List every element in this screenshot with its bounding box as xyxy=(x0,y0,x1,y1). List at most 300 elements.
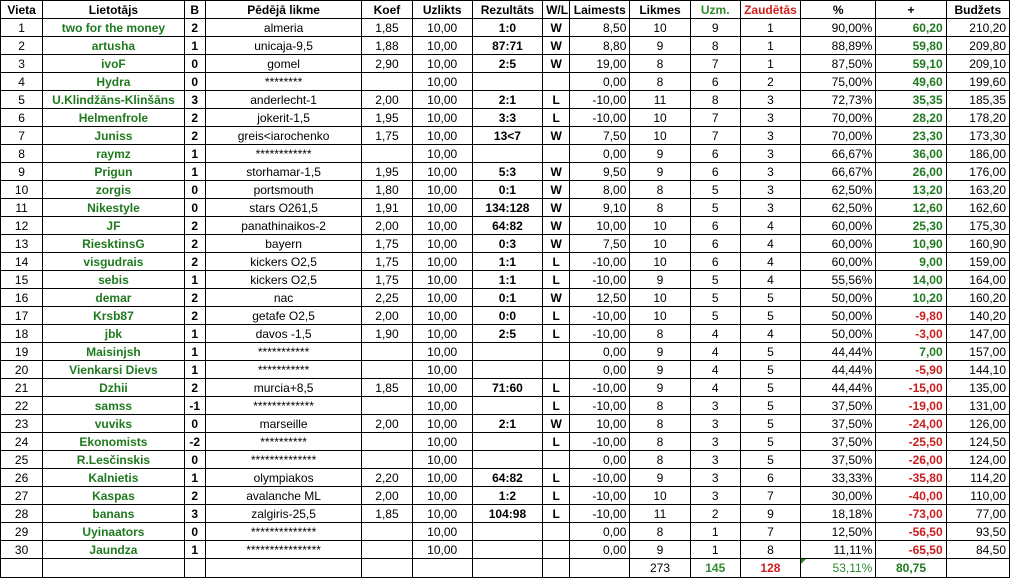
cell-koef: 2,00 xyxy=(362,487,412,505)
cell-likmes: 10 xyxy=(630,307,690,325)
cell-zaudetas: 4 xyxy=(740,325,800,343)
cell-budzets: 84,50 xyxy=(946,541,1009,559)
cell-rezultats xyxy=(472,361,542,379)
cell-uzlikts: 10,00 xyxy=(412,379,472,397)
cell-rezultats xyxy=(472,73,542,91)
cell-budzets: 178,20 xyxy=(946,109,1009,127)
cell-koef: 1,85 xyxy=(362,505,412,523)
cell-uzm: 2 xyxy=(690,505,740,523)
col-header-laimests: Laimests xyxy=(570,1,630,19)
cell-uzlikts: 10,00 xyxy=(412,19,472,37)
cell-budzets: 114,20 xyxy=(946,469,1009,487)
cell-bet: marseille xyxy=(205,415,362,433)
cell-laimests: 9,50 xyxy=(570,163,630,181)
cell-uzm: 3 xyxy=(690,415,740,433)
cell-b: 2 xyxy=(184,253,205,271)
total-empty-9 xyxy=(570,559,630,578)
cell-vieta: 25 xyxy=(1,451,43,469)
cell-vieta: 4 xyxy=(1,73,43,91)
cell-koef xyxy=(362,541,412,559)
cell-wl: W xyxy=(543,19,570,37)
cell-likmes: 8 xyxy=(630,451,690,469)
cell-bet: bayern xyxy=(205,235,362,253)
table-row xyxy=(1,361,1010,379)
cell-percent: 90,00% xyxy=(801,19,876,37)
cell-koef: 2,00 xyxy=(362,217,412,235)
header-row xyxy=(1,1,1010,19)
cell-user: R.Lesčinskis xyxy=(43,451,185,469)
cell-laimests: 8,80 xyxy=(570,37,630,55)
table-row xyxy=(1,433,1010,451)
cell-plus: -40,00 xyxy=(876,487,946,505)
cell-rezultats: 2:1 xyxy=(472,415,542,433)
cell-vieta: 6 xyxy=(1,109,43,127)
cell-koef: 2,00 xyxy=(362,91,412,109)
cell-user: Dzhii xyxy=(43,379,185,397)
cell-rezultats: 0:3 xyxy=(472,235,542,253)
cell-plus: -9,80 xyxy=(876,307,946,325)
cell-uzm: 5 xyxy=(690,181,740,199)
cell-laimests: -10,00 xyxy=(570,433,630,451)
cell-user: Helmenfrole xyxy=(43,109,185,127)
cell-budzets: 159,00 xyxy=(946,253,1009,271)
cell-laimests: 7,50 xyxy=(570,235,630,253)
cell-zaudetas: 3 xyxy=(740,91,800,109)
cell-vieta: 24 xyxy=(1,433,43,451)
cell-rezultats: 1:0 xyxy=(472,19,542,37)
cell-rezultats xyxy=(472,433,542,451)
total-empty-2 xyxy=(43,559,185,578)
cell-laimests: 0,00 xyxy=(570,73,630,91)
table-row xyxy=(1,541,1010,559)
cell-likmes: 9 xyxy=(630,343,690,361)
cell-uzlikts: 10,00 xyxy=(412,469,472,487)
table-row xyxy=(1,289,1010,307)
cell-b: 0 xyxy=(184,415,205,433)
cell-likmes: 9 xyxy=(630,37,690,55)
table-row xyxy=(1,253,1010,271)
cell-budzets: 135,00 xyxy=(946,379,1009,397)
cell-koef: 2,00 xyxy=(362,415,412,433)
cell-b: 1 xyxy=(184,325,205,343)
cell-koef xyxy=(362,73,412,91)
cell-wl: L xyxy=(543,469,570,487)
cell-uzlikts: 10,00 xyxy=(412,73,472,91)
cell-wl: L xyxy=(543,253,570,271)
cell-wl: L xyxy=(543,505,570,523)
cell-budzets: 210,20 xyxy=(946,19,1009,37)
cell-vieta: 27 xyxy=(1,487,43,505)
cell-rezultats: 87:71 xyxy=(472,37,542,55)
cell-b: 2 xyxy=(184,289,205,307)
cell-user: ivoF xyxy=(43,55,185,73)
cell-likmes: 9 xyxy=(630,361,690,379)
cell-percent: 37,50% xyxy=(801,415,876,433)
cell-koef: 1,85 xyxy=(362,19,412,37)
table-row xyxy=(1,415,1010,433)
cell-wl xyxy=(543,361,570,379)
cell-wl: W xyxy=(543,37,570,55)
cell-percent: 33,33% xyxy=(801,469,876,487)
table-row xyxy=(1,235,1010,253)
cell-uzm: 6 xyxy=(690,253,740,271)
table-row xyxy=(1,73,1010,91)
cell-uzm: 4 xyxy=(690,361,740,379)
cell-laimests: 10,00 xyxy=(570,217,630,235)
cell-uzlikts: 10,00 xyxy=(412,343,472,361)
total-empty-3 xyxy=(184,559,205,578)
cell-vieta: 11 xyxy=(1,199,43,217)
cell-rezultats xyxy=(472,397,542,415)
table-row xyxy=(1,271,1010,289)
cell-user: two for the money xyxy=(43,19,185,37)
cell-wl xyxy=(543,73,570,91)
cell-plus: 13,20 xyxy=(876,181,946,199)
cell-budzets: 160,20 xyxy=(946,289,1009,307)
cell-rezultats: 1:2 xyxy=(472,487,542,505)
cell-percent: 60,00% xyxy=(801,253,876,271)
cell-uzlikts: 10,00 xyxy=(412,307,472,325)
cell-plus: 59,80 xyxy=(876,37,946,55)
cell-bet: gomel xyxy=(205,55,362,73)
cell-plus: 49,60 xyxy=(876,73,946,91)
cell-uzm: 4 xyxy=(690,343,740,361)
cell-user: zorgis xyxy=(43,181,185,199)
cell-budzets: 93,50 xyxy=(946,523,1009,541)
cell-plus: 36,00 xyxy=(876,145,946,163)
cell-likmes: 10 xyxy=(630,487,690,505)
cell-likmes: 10 xyxy=(630,289,690,307)
cell-budzets: 164,00 xyxy=(946,271,1009,289)
cell-uzlikts: 10,00 xyxy=(412,181,472,199)
col-header-koef: Koef xyxy=(362,1,412,19)
cell-uzm: 3 xyxy=(690,397,740,415)
cell-bet: kickers O2,5 xyxy=(205,271,362,289)
cell-laimests: 0,00 xyxy=(570,145,630,163)
cell-uzm: 7 xyxy=(690,109,740,127)
cell-percent: 60,00% xyxy=(801,217,876,235)
cell-b: 3 xyxy=(184,91,205,109)
cell-vieta: 23 xyxy=(1,415,43,433)
cell-likmes: 10 xyxy=(630,19,690,37)
cell-rezultats: 64:82 xyxy=(472,469,542,487)
cell-percent: 62,50% xyxy=(801,199,876,217)
cell-budzets: 185,35 xyxy=(946,91,1009,109)
cell-likmes: 11 xyxy=(630,91,690,109)
table-row xyxy=(1,181,1010,199)
cell-zaudetas: 5 xyxy=(740,289,800,307)
cell-budzets: 163,20 xyxy=(946,181,1009,199)
cell-user: JF xyxy=(43,217,185,235)
total-uzm: 145 xyxy=(690,559,740,578)
cell-zaudetas: 7 xyxy=(740,523,800,541)
cell-uzm: 1 xyxy=(690,541,740,559)
cell-koef: 1,85 xyxy=(362,379,412,397)
cell-zaudetas: 5 xyxy=(740,415,800,433)
cell-wl: W xyxy=(543,55,570,73)
table-row xyxy=(1,487,1010,505)
cell-laimests: 12,50 xyxy=(570,289,630,307)
cell-uzm: 5 xyxy=(690,271,740,289)
cell-koef: 1,88 xyxy=(362,37,412,55)
cell-budzets: 124,50 xyxy=(946,433,1009,451)
cell-percent: 50,00% xyxy=(801,325,876,343)
cell-plus: 10,20 xyxy=(876,289,946,307)
cell-laimests: 7,50 xyxy=(570,127,630,145)
cell-user: banans xyxy=(43,505,185,523)
cell-budzets: 147,00 xyxy=(946,325,1009,343)
cell-likmes: 9 xyxy=(630,145,690,163)
cell-percent: 60,00% xyxy=(801,235,876,253)
table-row xyxy=(1,523,1010,541)
cell-user: visgudrais xyxy=(43,253,185,271)
cell-wl: W xyxy=(543,235,570,253)
cell-koef: 1,75 xyxy=(362,235,412,253)
cell-uzlikts: 10,00 xyxy=(412,415,472,433)
cell-likmes: 11 xyxy=(630,505,690,523)
cell-plus: 9,00 xyxy=(876,253,946,271)
cell-zaudetas: 4 xyxy=(740,217,800,235)
cell-user: Nikestyle xyxy=(43,199,185,217)
cell-b: 2 xyxy=(184,235,205,253)
cell-uzm: 5 xyxy=(690,199,740,217)
cell-b: 1 xyxy=(184,361,205,379)
cell-bet: ************* xyxy=(205,397,362,415)
cell-bet: ********** xyxy=(205,433,362,451)
total-plus: 80,75 xyxy=(876,559,946,578)
total-empty-6 xyxy=(412,559,472,578)
cell-b: -2 xyxy=(184,433,205,451)
cell-budzets: 186,00 xyxy=(946,145,1009,163)
cell-wl: W xyxy=(543,181,570,199)
cell-plus: 25,30 xyxy=(876,217,946,235)
table-row xyxy=(1,379,1010,397)
cell-user: Ekonomists xyxy=(43,433,185,451)
cell-zaudetas: 4 xyxy=(740,271,800,289)
cell-plus: -35,80 xyxy=(876,469,946,487)
cell-b: 0 xyxy=(184,451,205,469)
cell-user: U.Klindžāns-Klinšāns xyxy=(43,91,185,109)
cell-vieta: 5 xyxy=(1,91,43,109)
cell-percent: 70,00% xyxy=(801,109,876,127)
cell-rezultats: 0:1 xyxy=(472,289,542,307)
total-empty-8 xyxy=(543,559,570,578)
cell-wl: L xyxy=(543,109,570,127)
cell-uzm: 1 xyxy=(690,523,740,541)
cell-user: RiesktinsG xyxy=(43,235,185,253)
table-row xyxy=(1,397,1010,415)
table-row xyxy=(1,307,1010,325)
cell-user: Krsb87 xyxy=(43,307,185,325)
col-header-plus: + xyxy=(876,1,946,19)
cell-uzlikts: 10,00 xyxy=(412,325,472,343)
cell-zaudetas: 3 xyxy=(740,145,800,163)
cell-zaudetas: 2 xyxy=(740,73,800,91)
cell-koef: 1,80 xyxy=(362,181,412,199)
cell-laimests: 0,00 xyxy=(570,343,630,361)
cell-budzets: 162,60 xyxy=(946,199,1009,217)
cell-laimests: 10,00 xyxy=(570,415,630,433)
cell-koef xyxy=(362,523,412,541)
cell-zaudetas: 5 xyxy=(740,379,800,397)
cell-budzets: 209,10 xyxy=(946,55,1009,73)
cell-likmes: 9 xyxy=(630,379,690,397)
cell-likmes: 10 xyxy=(630,217,690,235)
cell-b: 0 xyxy=(184,181,205,199)
cell-b: 2 xyxy=(184,487,205,505)
cell-koef xyxy=(362,433,412,451)
cell-percent: 50,00% xyxy=(801,289,876,307)
cell-uzlikts: 10,00 xyxy=(412,109,472,127)
cell-vieta: 2 xyxy=(1,37,43,55)
cell-rezultats: 71:60 xyxy=(472,379,542,397)
cell-uzlikts: 10,00 xyxy=(412,487,472,505)
cell-plus: -65,50 xyxy=(876,541,946,559)
cell-likmes: 10 xyxy=(630,127,690,145)
cell-likmes: 10 xyxy=(630,109,690,127)
cell-bet: davos -1,5 xyxy=(205,325,362,343)
cell-zaudetas: 3 xyxy=(740,163,800,181)
col-header-wl: W/L xyxy=(543,1,570,19)
total-likmes: 273 xyxy=(630,559,690,578)
cell-uzlikts: 10,00 xyxy=(412,505,472,523)
total-empty-7 xyxy=(472,559,542,578)
cell-bet: unicaja-9,5 xyxy=(205,37,362,55)
cell-wl: L xyxy=(543,433,570,451)
cell-plus: 28,20 xyxy=(876,109,946,127)
cell-vieta: 28 xyxy=(1,505,43,523)
cell-koef: 1,95 xyxy=(362,163,412,181)
cell-plus: 12,60 xyxy=(876,199,946,217)
col-header-likmes: Likmes xyxy=(630,1,690,19)
cell-uzm: 6 xyxy=(690,235,740,253)
cell-user: demar xyxy=(43,289,185,307)
cell-rezultats xyxy=(472,451,542,469)
cell-likmes: 9 xyxy=(630,271,690,289)
table-row xyxy=(1,55,1010,73)
cell-laimests: -10,00 xyxy=(570,505,630,523)
table-row xyxy=(1,469,1010,487)
cell-zaudetas: 5 xyxy=(740,451,800,469)
cell-b: 0 xyxy=(184,199,205,217)
cell-uzlikts: 10,00 xyxy=(412,145,472,163)
cell-plus: 59,10 xyxy=(876,55,946,73)
table-body xyxy=(1,19,1010,559)
cell-koef: 1,91 xyxy=(362,199,412,217)
cell-percent: 88,89% xyxy=(801,37,876,55)
cell-plus: -24,00 xyxy=(876,415,946,433)
cell-vieta: 15 xyxy=(1,271,43,289)
cell-plus: -25,50 xyxy=(876,433,946,451)
cell-vieta: 14 xyxy=(1,253,43,271)
cell-percent: 44,44% xyxy=(801,361,876,379)
cell-wl: L xyxy=(543,271,570,289)
cell-user: samss xyxy=(43,397,185,415)
cell-wl: W xyxy=(543,217,570,235)
cell-zaudetas: 1 xyxy=(740,55,800,73)
cell-wl: L xyxy=(543,379,570,397)
table-row xyxy=(1,325,1010,343)
cell-bet: zalgiris-25,5 xyxy=(205,505,362,523)
cell-laimests: -10,00 xyxy=(570,487,630,505)
cell-vieta: 12 xyxy=(1,217,43,235)
cell-bet: jokerit-1,5 xyxy=(205,109,362,127)
cell-percent: 44,44% xyxy=(801,343,876,361)
cell-zaudetas: 3 xyxy=(740,181,800,199)
cell-koef xyxy=(362,361,412,379)
cell-zaudetas: 3 xyxy=(740,109,800,127)
cell-wl: L xyxy=(543,487,570,505)
cell-plus: 10,90 xyxy=(876,235,946,253)
cell-laimests: -10,00 xyxy=(570,91,630,109)
cell-likmes: 10 xyxy=(630,235,690,253)
cell-uzlikts: 10,00 xyxy=(412,361,472,379)
cell-b: 0 xyxy=(184,55,205,73)
cell-rezultats xyxy=(472,541,542,559)
cell-laimests: -10,00 xyxy=(570,109,630,127)
cell-bet: storhamar-1,5 xyxy=(205,163,362,181)
cell-likmes: 8 xyxy=(630,415,690,433)
cell-b: 2 xyxy=(184,19,205,37)
cell-likmes: 9 xyxy=(630,541,690,559)
cell-zaudetas: 5 xyxy=(740,343,800,361)
cell-b: 2 xyxy=(184,379,205,397)
cell-zaudetas: 4 xyxy=(740,253,800,271)
cell-rezultats: 2:5 xyxy=(472,55,542,73)
cell-plus: -56,50 xyxy=(876,523,946,541)
cell-user: Juniss xyxy=(43,127,185,145)
cell-plus: -26,00 xyxy=(876,451,946,469)
cell-vieta: 21 xyxy=(1,379,43,397)
cell-b: -1 xyxy=(184,397,205,415)
cell-plus: 35,35 xyxy=(876,91,946,109)
cell-rezultats: 2:1 xyxy=(472,91,542,109)
cell-user: raymz xyxy=(43,145,185,163)
cell-koef xyxy=(362,343,412,361)
cell-budzets: 157,00 xyxy=(946,343,1009,361)
cell-bet: ************ xyxy=(205,145,362,163)
cell-laimests: 0,00 xyxy=(570,523,630,541)
cell-vieta: 9 xyxy=(1,163,43,181)
cell-koef xyxy=(362,145,412,163)
cell-user: Uyinaators xyxy=(43,523,185,541)
cell-user: Hydra xyxy=(43,73,185,91)
cell-b: 1 xyxy=(184,163,205,181)
cell-koef: 2,20 xyxy=(362,469,412,487)
table-row xyxy=(1,37,1010,55)
totals-row xyxy=(1,559,1010,578)
table-row xyxy=(1,19,1010,37)
cell-b: 1 xyxy=(184,541,205,559)
cell-uzm: 3 xyxy=(690,469,740,487)
col-header-pedeja-likme: Pēdējā likme xyxy=(205,1,362,19)
cell-koef: 1,75 xyxy=(362,253,412,271)
cell-koef: 2,90 xyxy=(362,55,412,73)
cell-user: artusha xyxy=(43,37,185,55)
cell-uzm: 6 xyxy=(690,145,740,163)
cell-likmes: 8 xyxy=(630,55,690,73)
cell-likmes: 8 xyxy=(630,397,690,415)
cell-wl xyxy=(543,451,570,469)
cell-likmes: 8 xyxy=(630,73,690,91)
cell-zaudetas: 6 xyxy=(740,469,800,487)
total-empty-4 xyxy=(205,559,362,578)
cell-budzets: 173,30 xyxy=(946,127,1009,145)
cell-zaudetas: 5 xyxy=(740,361,800,379)
cell-likmes: 8 xyxy=(630,199,690,217)
cell-bet: ******** xyxy=(205,73,362,91)
cell-rezultats xyxy=(472,145,542,163)
